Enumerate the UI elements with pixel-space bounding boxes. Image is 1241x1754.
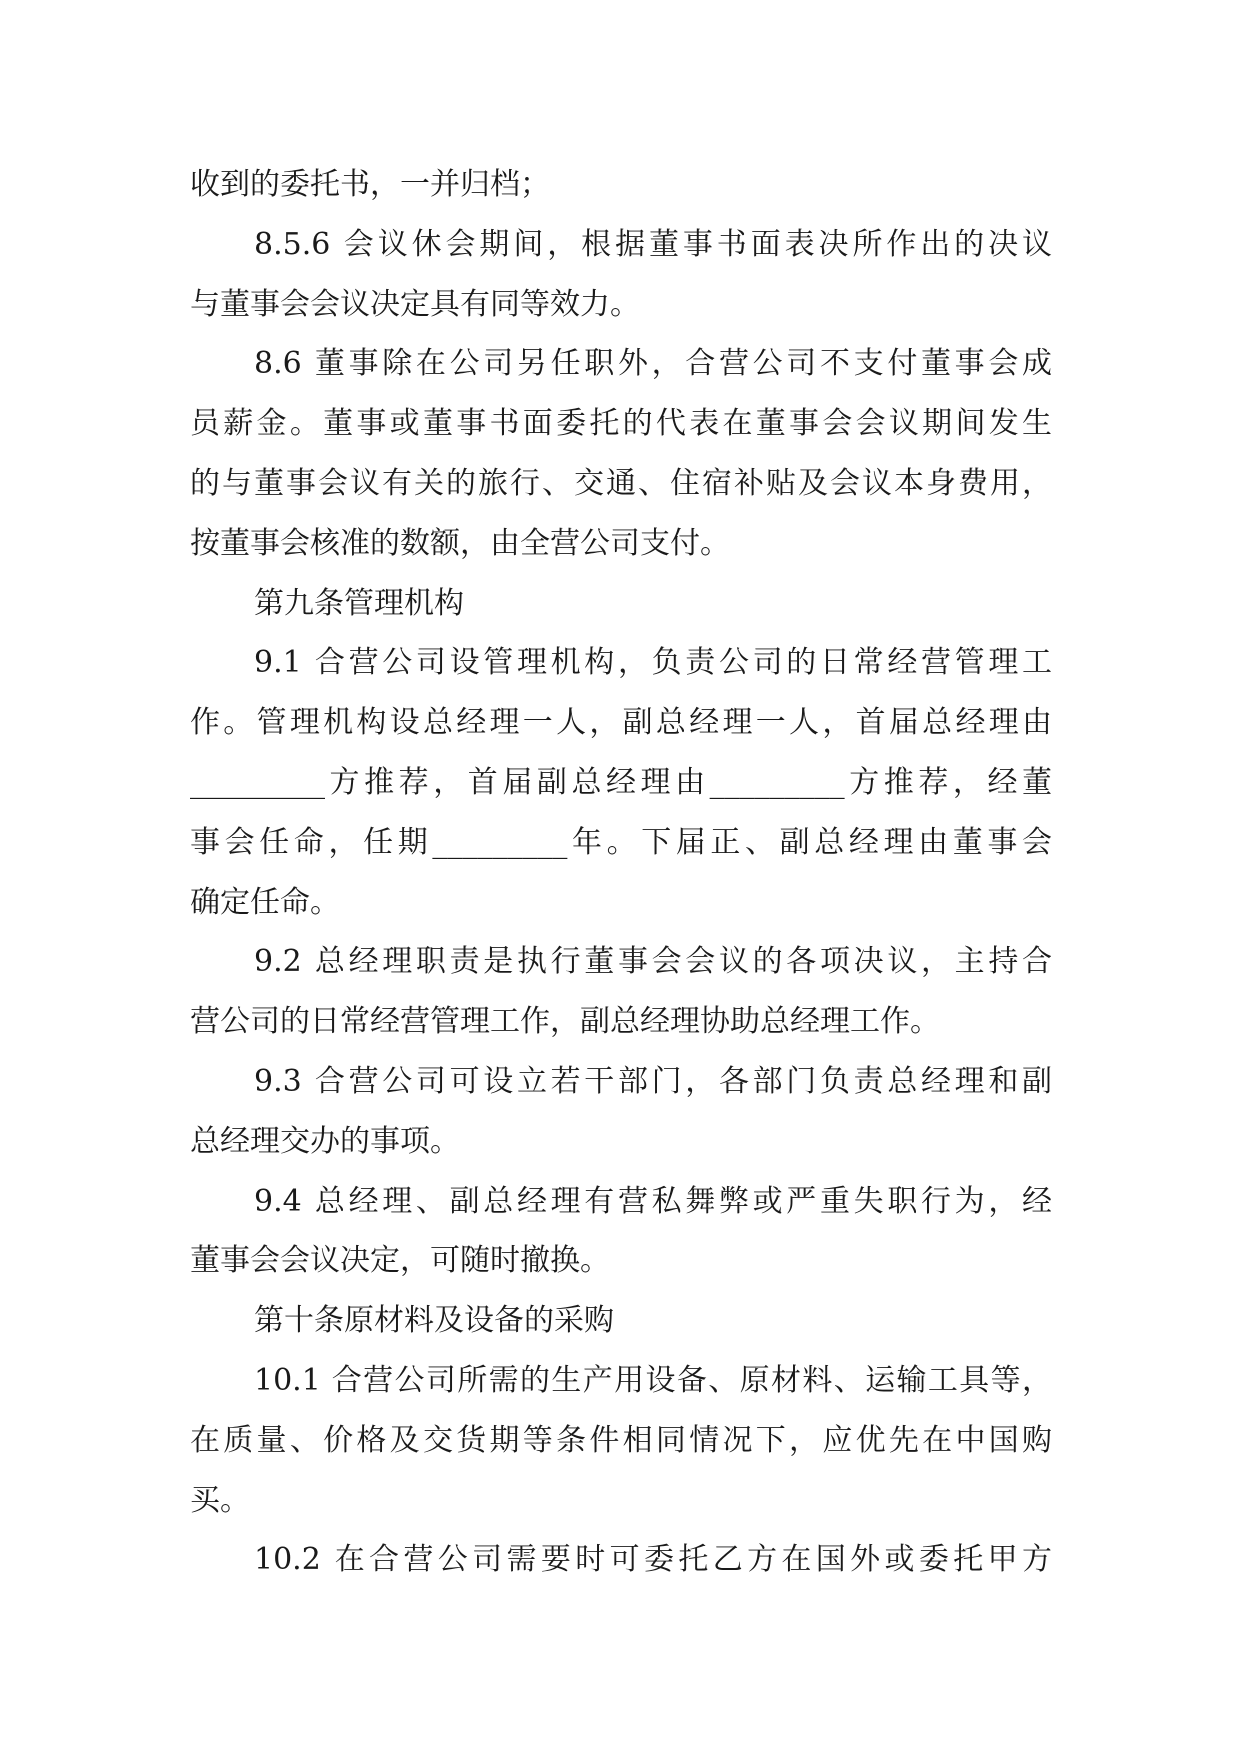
document-line: 10.2 在合营公司需要时可委托乙方在国外或委托甲方: [254, 1542, 1052, 1578]
document-line: 8.5.6 会议休会期间，根据董事书面表决所作出的决议: [254, 226, 1052, 262]
document-line: 第九条管理机构: [254, 585, 464, 621]
document-line: 在质量、价格及交货期等条件相同情况下，应优先在中国购: [190, 1422, 1052, 1458]
document-line: 员薪金。董事或董事书面委托的代表在董事会会议期间发生: [190, 406, 1052, 442]
document-line: 确定任命。: [190, 884, 340, 920]
document-line: 总经理交办的事项。: [190, 1123, 460, 1159]
document-line: 10.1 合营公司所需的生产用设备、原材料、运输工具等，: [254, 1362, 1052, 1398]
document-line: 9.4 总经理、副总经理有营私舞弊或严重失职行为，经: [254, 1183, 1052, 1219]
document-line: 收到的委托书，一并归档；: [190, 167, 550, 202]
document-line: 的与董事会议有关的旅行、交通、住宿补贴及会议本身费用，: [190, 465, 1052, 501]
document-line: 9.2 总经理职责是执行董事会会议的各项决议，主持合: [254, 944, 1052, 980]
document-line: 董事会会议决定，可随时撤换。: [190, 1243, 610, 1279]
document-line: _________方推荐，首届副总经理由_________方推荐，经董: [190, 764, 1052, 800]
document-line: 作。管理机构设总经理一人，副总经理一人，首届总经理由: [190, 705, 1052, 741]
document-line: 9.1 合营公司设管理机构，负责公司的日常经营管理工: [254, 645, 1052, 681]
document-line: 与董事会会议决定具有同等效力。: [190, 286, 640, 322]
document-line: 买。: [190, 1482, 250, 1518]
document-line: 按董事会核准的数额，由全营公司支付。: [190, 525, 730, 561]
document-line: 营公司的日常经营管理工作，副总经理协助总经理工作。: [190, 1004, 940, 1040]
document-line: 事会任命，任期_________年。下届正、副总经理由董事会: [190, 824, 1052, 860]
document-line: 第十条原材料及设备的采购: [254, 1303, 614, 1339]
document-body: [190, 155, 1052, 1590]
document-line: 9.3 合营公司可设立若干部门，各部门负责总经理和副: [254, 1063, 1052, 1099]
document-line: 8.6 董事除在公司另任职外，合营公司不支付董事会成: [254, 346, 1052, 382]
